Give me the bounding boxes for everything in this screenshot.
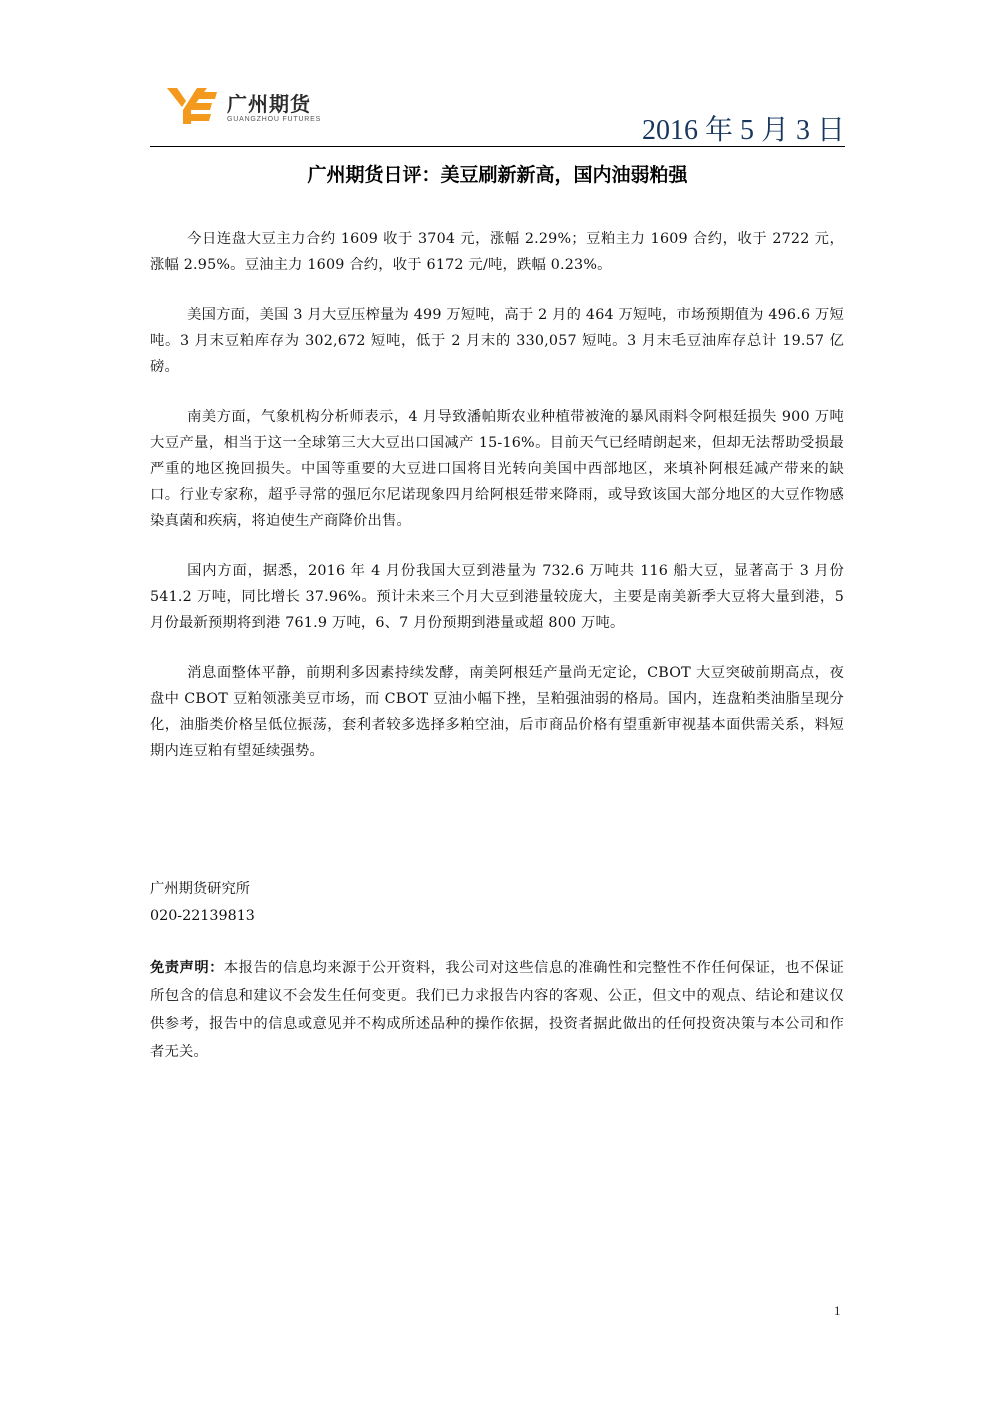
header-divider — [150, 146, 845, 147]
disclaimer — [150, 954, 844, 1066]
page-header — [150, 86, 845, 148]
disclaimer-text: 本报告的信息均来源于公开资料，我公司对这些信息的准确性和完整性不作任何保证，也不保证所包含的信息和建议不会发生任何变更。我们已力求报告内容的客观、公正，但文中的观点、结论和建议仅供参考，报告中的信息或意见并不构成所述品种的操作依据，投资者据此做出的任何投资决策与本公司和作者无关。 — [150, 960, 844, 1060]
logo-chinese-text: 广州期货 — [227, 92, 311, 116]
report-body — [150, 226, 844, 788]
logo-mark-icon — [167, 88, 219, 126]
organization-name: 广州期货研究所 — [150, 881, 251, 897]
author-block — [150, 876, 255, 930]
disclaimer-label: 免责声明： — [150, 960, 224, 976]
logo-english-text: GUANGZHOU FUTURES — [227, 116, 322, 123]
contact-phone: 020-22139813 — [150, 908, 255, 924]
paragraph-south-america: 南美方面，气象机构分析师表示，4 月导致潘帕斯农业种植带被淹的暴风雨料令阿根廷损失 900 万吨大豆产量，相当于这一全球第三大大豆出口国减产 15-16%。目前天气已经晴朗起来，但却无法帮助受损最严重的地区挽回损失。中国等重要的大豆进口国将目光转向美国中西部地区，来填补阿根廷减产带来的缺口。行业专家称，超乎寻常的强厄尔尼诺现象四月给阿根廷带来降雨，或导致该国大部分地区的大豆作物感染真菌和疾病，将迫使生产商降价出售。 — [150, 409, 844, 529]
paragraph-market-close: 今日连盘大豆主力合约 1609 收于 3704 元，涨幅 2.29%；豆粕主力 1609 合约，收于 2722 元，涨幅 2.95%。豆油主力 1609 合约，收于 6172 元/吨，跌幅 0.23%。 — [150, 231, 844, 273]
paragraph-outlook: 消息面整体平静，前期利多因素持续发酵，南美阿根廷产量尚无定论，CBOT 大豆突破前期高点，夜盘中 CBOT 豆粕领涨美豆市场，而 CBOT 豆油小幅下挫，呈粕强油弱的格局。国内，连盘粕类油脂呈现分化，油脂类价格呈低位振荡，套利者较多选择多粕空油，后市商品价格有望重新审视基本面供需关系，料短期内连豆粕有望延续强势。 — [150, 665, 844, 759]
paragraph-domestic: 国内方面，据悉，2016 年 4 月份我国大豆到港量为 732.6 万吨共 116 船大豆，显著高于 3 月份 541.2 万吨，同比增长 37.96%。预计未来三个月大豆到港量较庞大，主要是南美新季大豆将大量到港，5 月份最新预期将到港 761.9 万吨，6、7 月份预期到港量或超 800 万吨。 — [150, 563, 844, 631]
paragraph-us-market: 美国方面，美国 3 月大豆压榨量为 499 万短吨，高于 2 月的 464 万短吨，市场预期值为 496.6 万短吨。3 月末豆粕库存为 302,672 短吨，低于 2 月末的 330,057 短吨。3 月末毛豆油库存总计 19.57 亿磅。 — [150, 307, 844, 375]
page-number: 1 — [834, 1303, 841, 1318]
company-logo — [167, 88, 337, 128]
report-date: 2016 年 5 月 3 日 — [641, 115, 845, 146]
report-title: 广州期货日评：美豆刷新新高，国内油弱粕强 — [307, 164, 688, 186]
